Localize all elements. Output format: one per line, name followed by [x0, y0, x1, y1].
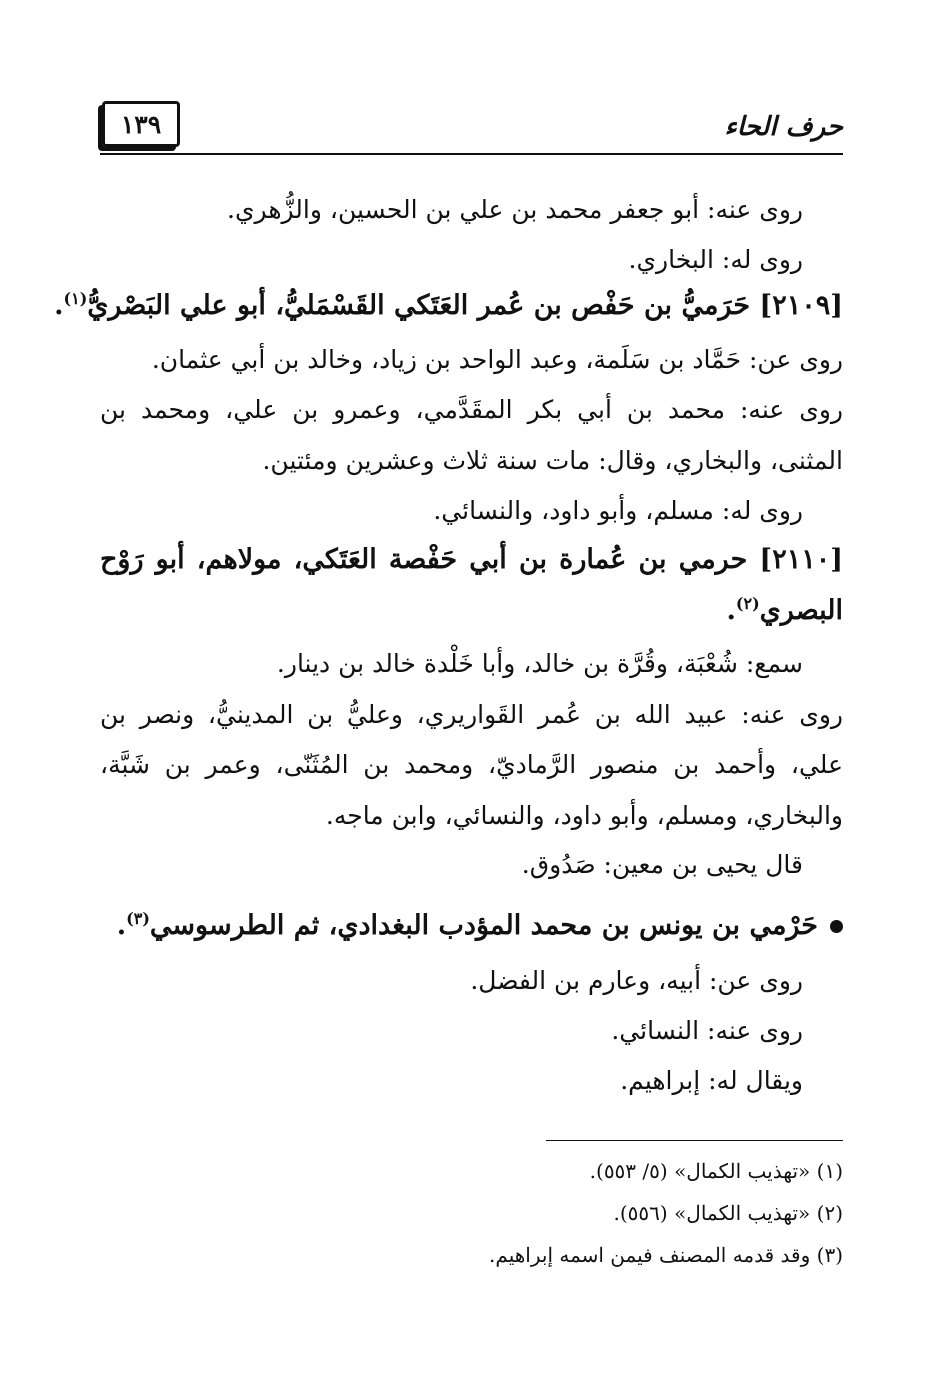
bullet-entry-line-2: روى عنه: النسائي.	[611, 1016, 803, 1045]
footnote-1: (١) «تهذيب الكمال» (٥/ ٥٥٣).	[589, 1159, 843, 1183]
footnote-ref-3: (٣)	[126, 909, 150, 928]
footnote-2: (٢) «تهذيب الكمال» (٥٥٦).	[613, 1201, 843, 1225]
entry-2110-line-3: علي، وأحمد بن منصور الرَّماديّ، ومحمد بن المُثَنّى، وعمر بن شَبَّة،	[100, 750, 843, 779]
entry-2110-title-end: البصري	[759, 595, 843, 626]
footnote-ref-2: (٢)	[735, 594, 760, 613]
footnote-rule	[546, 1140, 843, 1141]
entry-2109-heading: [٢١٠٩] حَرَميُّ بن حَفْص بن عُمر العَتَكي القَسْمَليُّ، أبو علي البَصْريُّ$^{(١)}$.	[54, 289, 843, 321]
narrators-from-line: روى عنه: أبو جعفر محمد بن علي بن الحسين، والزُّهري.	[227, 195, 803, 224]
page-number	[102, 101, 180, 147]
footnote-ref-1: (١)	[63, 289, 88, 308]
entry-2110-heading-line-2: البصري$^{(٢)}$.	[726, 594, 843, 626]
narrated-by-line: روى له: البخاري.	[628, 245, 803, 274]
entry-2110-line-4: والبخاري، ومسلم، وأبو داود، والنسائي، وابن ماجه.	[325, 801, 843, 830]
bullet-entry-line-3: ويقال له: إبراهيم.	[620, 1066, 803, 1095]
footnote-3: (٣) وقد قدمه المصنف فيمن اسمه إبراهيم.	[489, 1243, 843, 1267]
entry-2110-line-5: قال يحيى بن معين: صَدُوق.	[521, 850, 803, 879]
entry-2109-line-1: روى عن: حَمَّاد بن سَلَمة، وعبد الواحد بن زياد، وخالد بن أبي عثمان.	[151, 345, 843, 374]
bullet-entry-title: حَرْمي بن يونس بن محمد المؤدب البغدادي، ثم الطرسوسي	[149, 910, 818, 941]
bullet-entry-line-1: روى عن: أبيه، وعارم بن الفضل.	[470, 966, 803, 995]
bullet-entry-heading: حَرْمي بن يونس بن محمد المؤدب البغدادي، ثم الطرسوسي$^{(٣)}$.	[117, 908, 843, 944]
entry-2109-line-2: روى عنه: محمد بن أبي بكر المقَدَّمي، وعمرو بن علي، ومحمد بن	[100, 395, 843, 424]
header-rule	[100, 153, 843, 155]
entry-2110-line-2: روى عنه: عبيد الله بن عُمر القَواريري، وعليُّ بن المدينيُّ، ونصر بن	[100, 700, 843, 729]
page-number-text: ١٣٩	[120, 109, 162, 139]
entry-2110-line-1: سمع: شُعْبَة، وقُرَّة بن خالد، وأبا خَلْدة خالد بن دينار.	[276, 649, 803, 678]
entry-2109-title: [٢١٠٩] حَرَميُّ بن حَفْص بن عُمر العَتَكي القَسْمَليُّ، أبو علي البَصْريُّ	[87, 290, 843, 321]
entry-2109-line-3: المثنى، والبخاري، وقال: مات سنة ثلاث وعشرين ومئتين.	[262, 446, 843, 475]
running-head: حرف الحاء	[724, 112, 843, 142]
entry-2109-line-4: روى له: مسلم، وأبو داود، والنسائي.	[433, 496, 803, 525]
bullet-icon	[830, 920, 843, 933]
entry-2110-heading-line-1: [٢١١٠] حرمي بن عُمارة بن أبي حَفْصة العَتَكي، مولاهم، أبو رَوْح	[100, 544, 843, 575]
